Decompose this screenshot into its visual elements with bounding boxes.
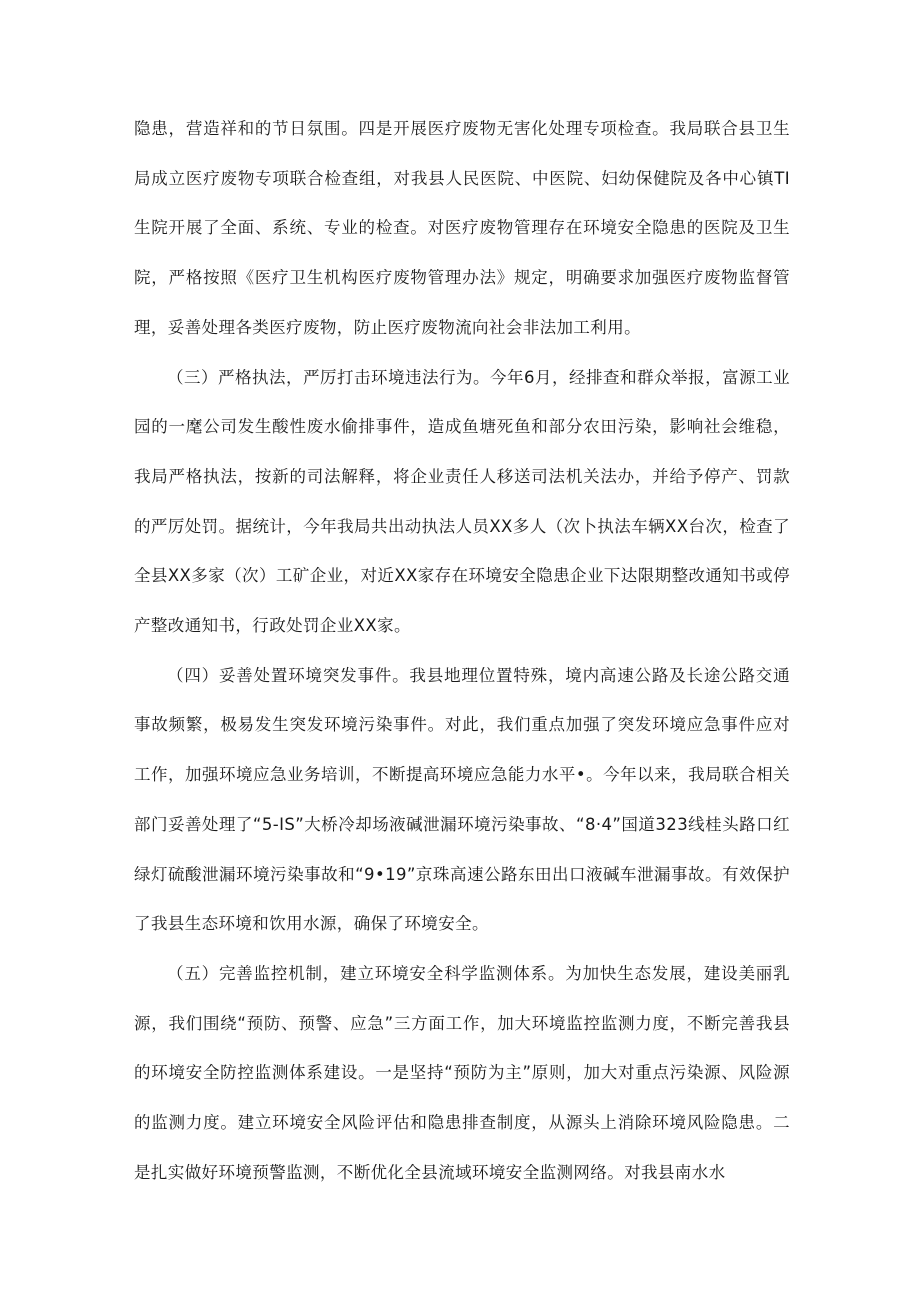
paragraph-law-enforcement: （三）严格执法，严厉打击环境违法行为。今年6月，经排查和群众举报，富源工业园的一麾公司发生酸性废水偷排事件，造成鱼塘死鱼和部分农田污染，影响社会维稳，我局严格执法，按新的司法解释，将企业责任人移送司法机关法办，并给予停产、罚款的严厉处罚。据统计，今年我局共出动执法人员XX多人（次卜执法车辆XX台次，检查了全县XX多家（次）工矿企业，对近XX家存在环境安全隐患企业下达限期整改通知书或停产整改通知书，行政处罚企业XX家。	[134, 367, 790, 636]
paragraph-monitoring-system: （五）完善监控机制，建立环境安全科学监测体系。为加快生态发展，建设美丽乳源，我们围绕“预防、预警、应急”三方面工作，加大环境监控监测力度，不断完善我县的环境安全防控监测体系建设。一是坚持“预防为主”原则，加大对重点污染源、风险源的监测力度。建立环境安全风险评估和隐患排查制度，从源头上消除环境风险隐患。二是扎实做好环境预警监测，不断优化全县流域环境安全监测网络。对我县南水水	[134, 963, 790, 1182]
document-body	[134, 104, 790, 1197]
paragraph-continuation: 隐患，营造祥和的节日氛围。四是开展医疗废物无害化处理专项检查。我局联合县卫生局成立医疗废物专项联合检查组，对我县人民医院、中医院、妇幼保健院及各中心镇TI生院开展了全面、系统、专业的检查。对医疗废物管理存在环境安全隐患的医院及卫生院，严格按照《医疗卫生机构医疗废物管理办法》规定，明确要求加强医疗废物监督管理，妥善处理各类医疗废物，防止医疗废物流向社会非法加工利用。	[134, 119, 790, 337]
paragraph-emergency-response: （四）妥善处置环境突发事件。我县地理位置特殊，境内高速公路及长途公路交通事故频繁，极易发生突发环境污染事件。对此，我们重点加强了突发环境应急事件应对工作，加强环境应急业务培训，不断提高环境应急能力水平•。今年以来，我局联合相关部门妥善处理了“5-IS”大桥冷却场液碱泄漏环境污染事故、“8·4”国道323线桂头路口红绿灯硫酸泄漏环境污染事故和“9•19”京珠高速公路东田出口液碱车泄漏事故。有效保护了我县生态环境和饮用水源，确保了环境安全。	[134, 665, 790, 934]
